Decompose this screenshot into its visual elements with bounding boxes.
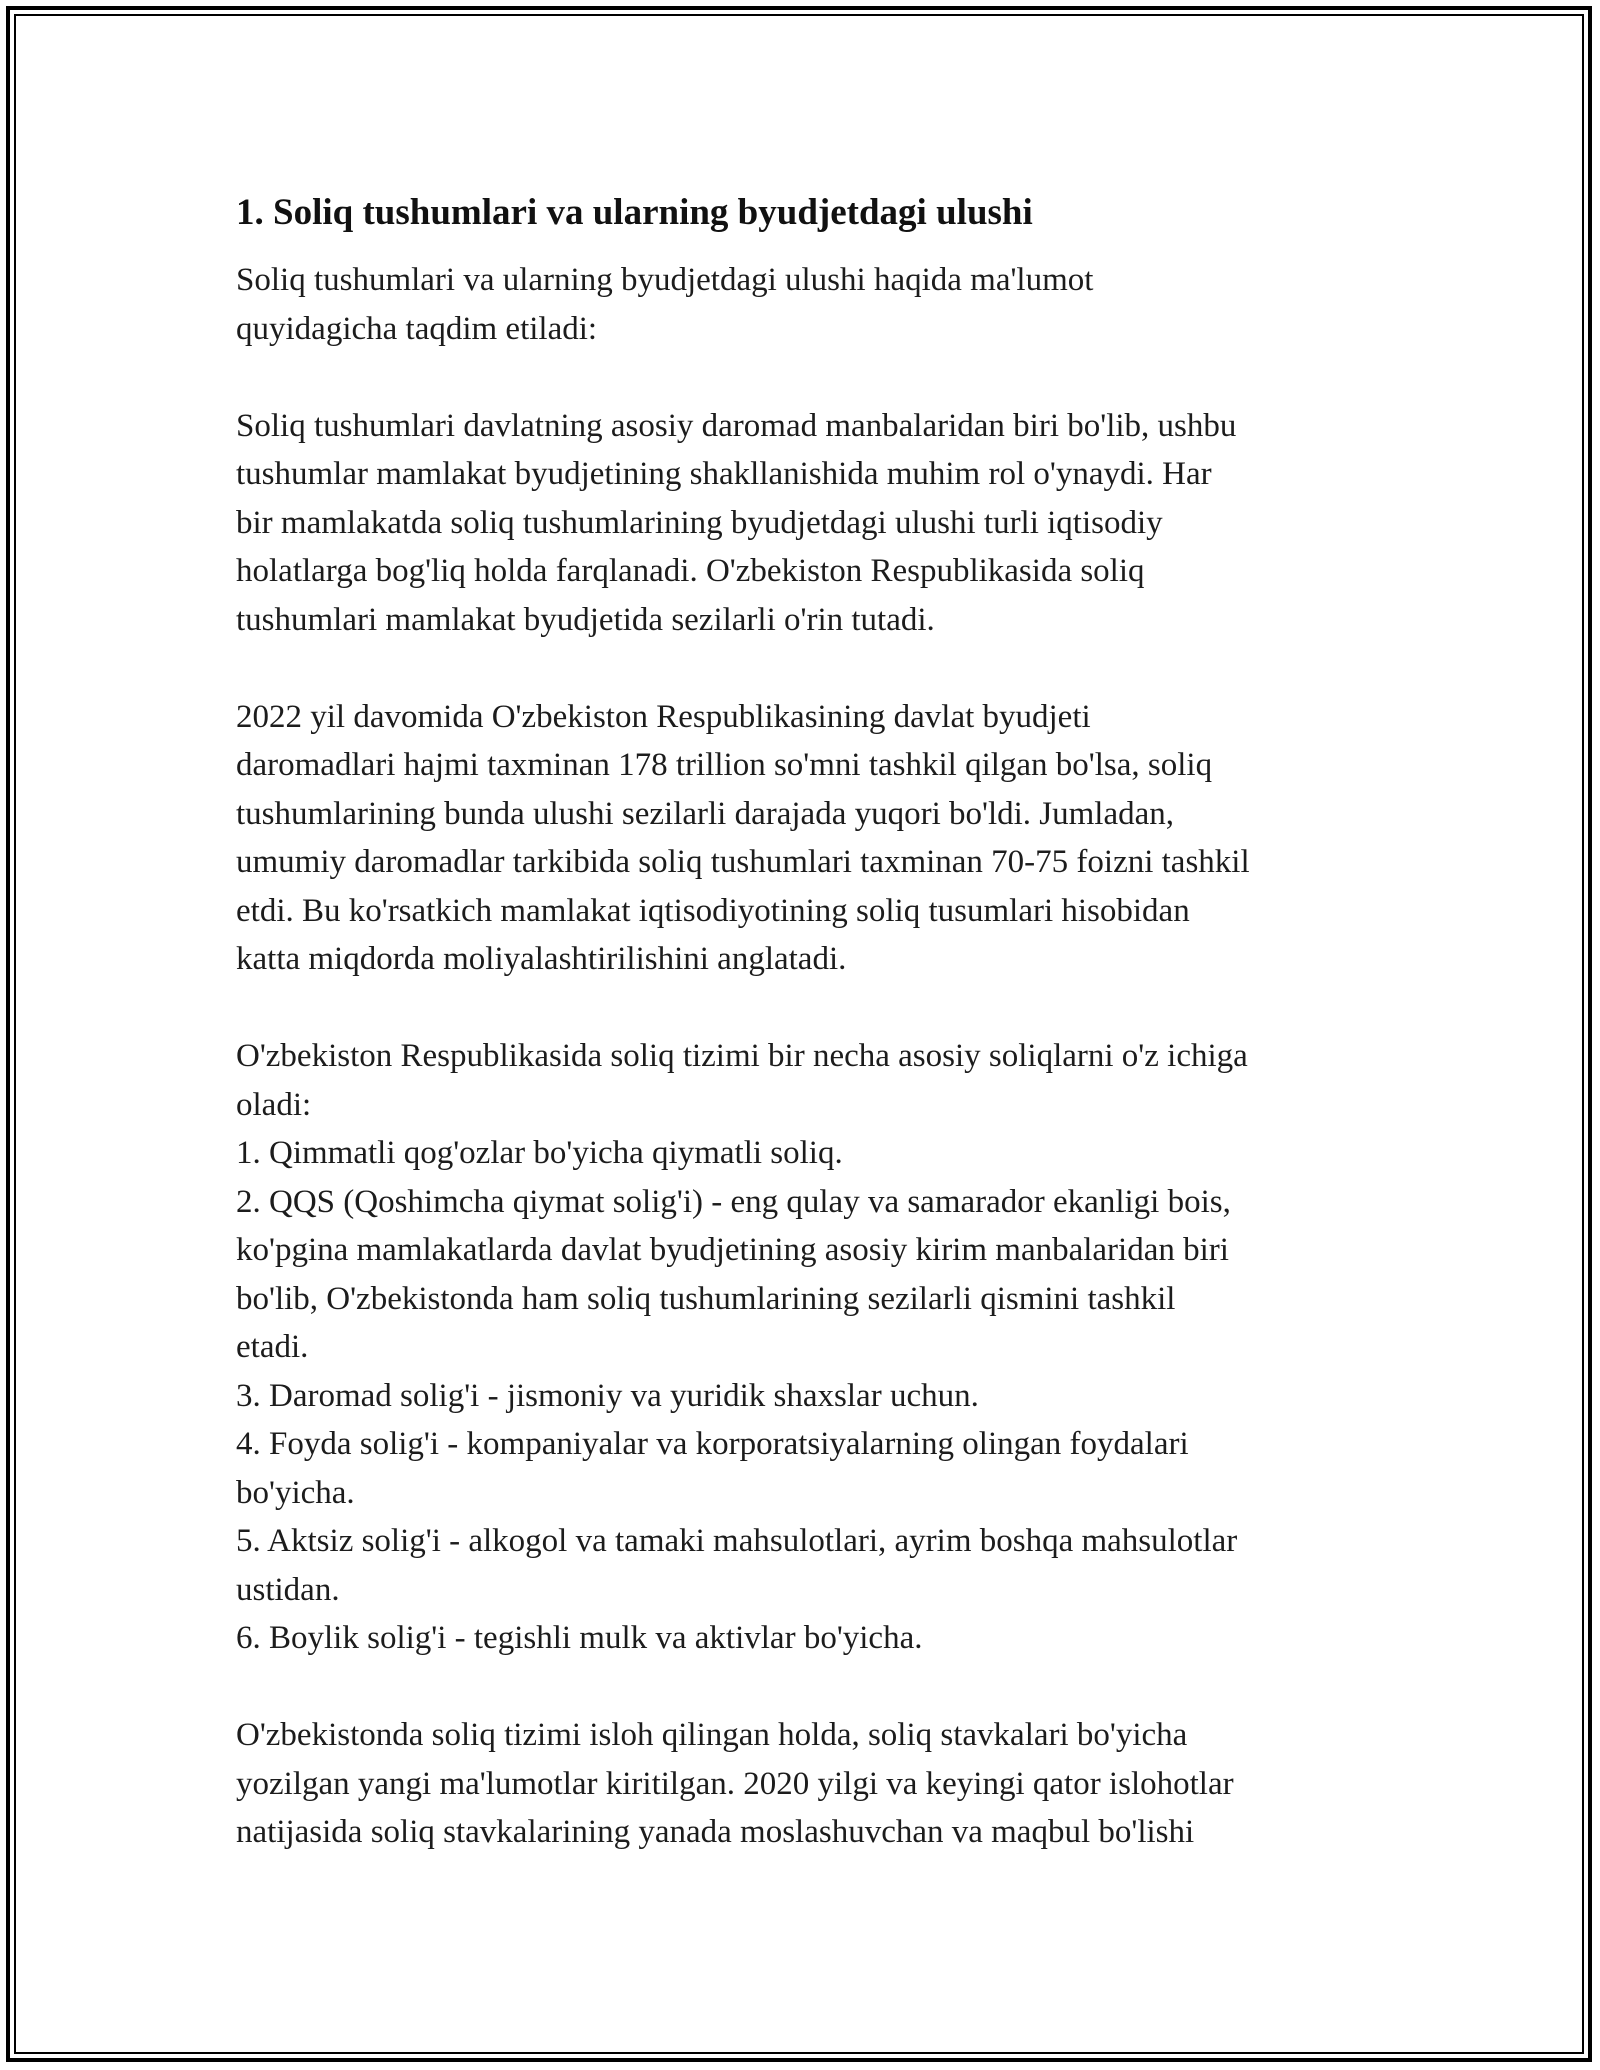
paragraph-tax-revenue-role (236, 402, 1376, 645)
list-item: 2. QQS (Qoshimcha qiymat solig'i) - eng qulay va samarador ekanligi bois, (236, 1183, 1231, 1220)
text-line: Soliq tushumlari davlatning asosiy daromad manbalaridan biri bo'lib, ushbu (236, 407, 1237, 444)
list-item: 3. Daromad solig'i - jismoniy va yuridik shaxslar uchun. (236, 1377, 979, 1414)
list-item: 5. Aktsiz solig'i - alkogol va tamaki mahsulotlari, ayrim boshqa mahsulotlar (236, 1523, 1238, 1559)
text-line: yozilgan yangi ma'lumotlar kiritilgan. 2020 yilgi va keyingi qator islohotlar (236, 1765, 1234, 1802)
text-line: holatlarga bog'liq holda farqlanadi. O'zbekiston Respublikasida soliq (236, 553, 1145, 589)
text-line: O'zbekiston Respublikasida soliq tizimi bir necha asosiy soliqlarni o'z ichiga (236, 1038, 1248, 1074)
text-line: 2022 yil davomida O'zbekiston Respublikasining davlat byudjeti (236, 698, 1091, 735)
text-line: tushumlarining bunda ulushi sezilarli darajada yuqori bo'ldi. Jumladan, (236, 795, 1175, 832)
text-line: ko'pgina mamlakatlarda davlat byudjetining asosiy kirim manbalaridan biri (236, 1232, 1229, 1268)
text-line: Soliq tushumlari va ularning byudjetdagi ulushi haqida ma'lumot (236, 262, 1094, 298)
text-line: bir mamlakatda soliq tushumlarining byudjetdagi ulushi turli iqtisodiy (236, 504, 1163, 541)
text-line: etdi. Bu ko'rsatkich mamlakat iqtisodiyotining soliq tusumlari hisobidan (236, 892, 1190, 929)
list-item: 1. Qimmatli qog'ozlar bo'yicha qiymatli soliq. (236, 1135, 843, 1171)
text-line: umumiy daromadlar tarkibida soliq tushumlari taxminan 70-75 foizni tashkil (236, 844, 1250, 880)
text-line: katta miqdorda moliyalashtirilishini anglatadi. (236, 941, 847, 977)
document-body (236, 186, 1376, 1905)
text-line: tushumlar mamlakat byudjetining shakllanishida muhim rol o'ynaydi. Har (236, 456, 1212, 492)
text-line: etadi. (236, 1329, 309, 1365)
text-line: oladi: (236, 1086, 312, 1123)
paragraph-budget-2022 (236, 693, 1376, 984)
paragraph-tax-list (236, 1032, 1376, 1663)
text-line: O'zbekistonda soliq tizimi isloh qilingan holda, soliq stavkalari bo'yicha (236, 1717, 1188, 1753)
text-line: ustidan. (236, 1571, 340, 1608)
text-line: tushumlari mamlakat byudjetida sezilarli o'rin tutadi. (236, 601, 935, 638)
paragraph-intro (236, 256, 1376, 353)
text-line: bo'yicha. (236, 1474, 355, 1511)
text-line: quyidagicha taqdim etiladi: (236, 310, 598, 347)
text-line: natijasida soliq stavkalarining yanada moslashuvchan va maqbul bo'lishi (236, 1814, 1195, 1850)
list-item: 6. Boylik solig'i - tegishli mulk va aktivlar bo'yicha. (236, 1620, 923, 1656)
section-heading: 1. Soliq tushumlari va ularning byudjetdagi ulushi (236, 192, 1033, 233)
list-item: 4. Foyda solig'i - kompaniyalar va korporatsiyalarning olingan foydalari (236, 1426, 1189, 1462)
text-line: daromadlari hajmi taxminan 178 trillion so'mni tashkil qilgan bo'lsa, soliq (236, 747, 1213, 783)
text-line: bo'lib, O'zbekistonda ham soliq tushumlarining sezilarli qismini tashkil (236, 1280, 1176, 1317)
paragraph-reforms (236, 1711, 1376, 1857)
